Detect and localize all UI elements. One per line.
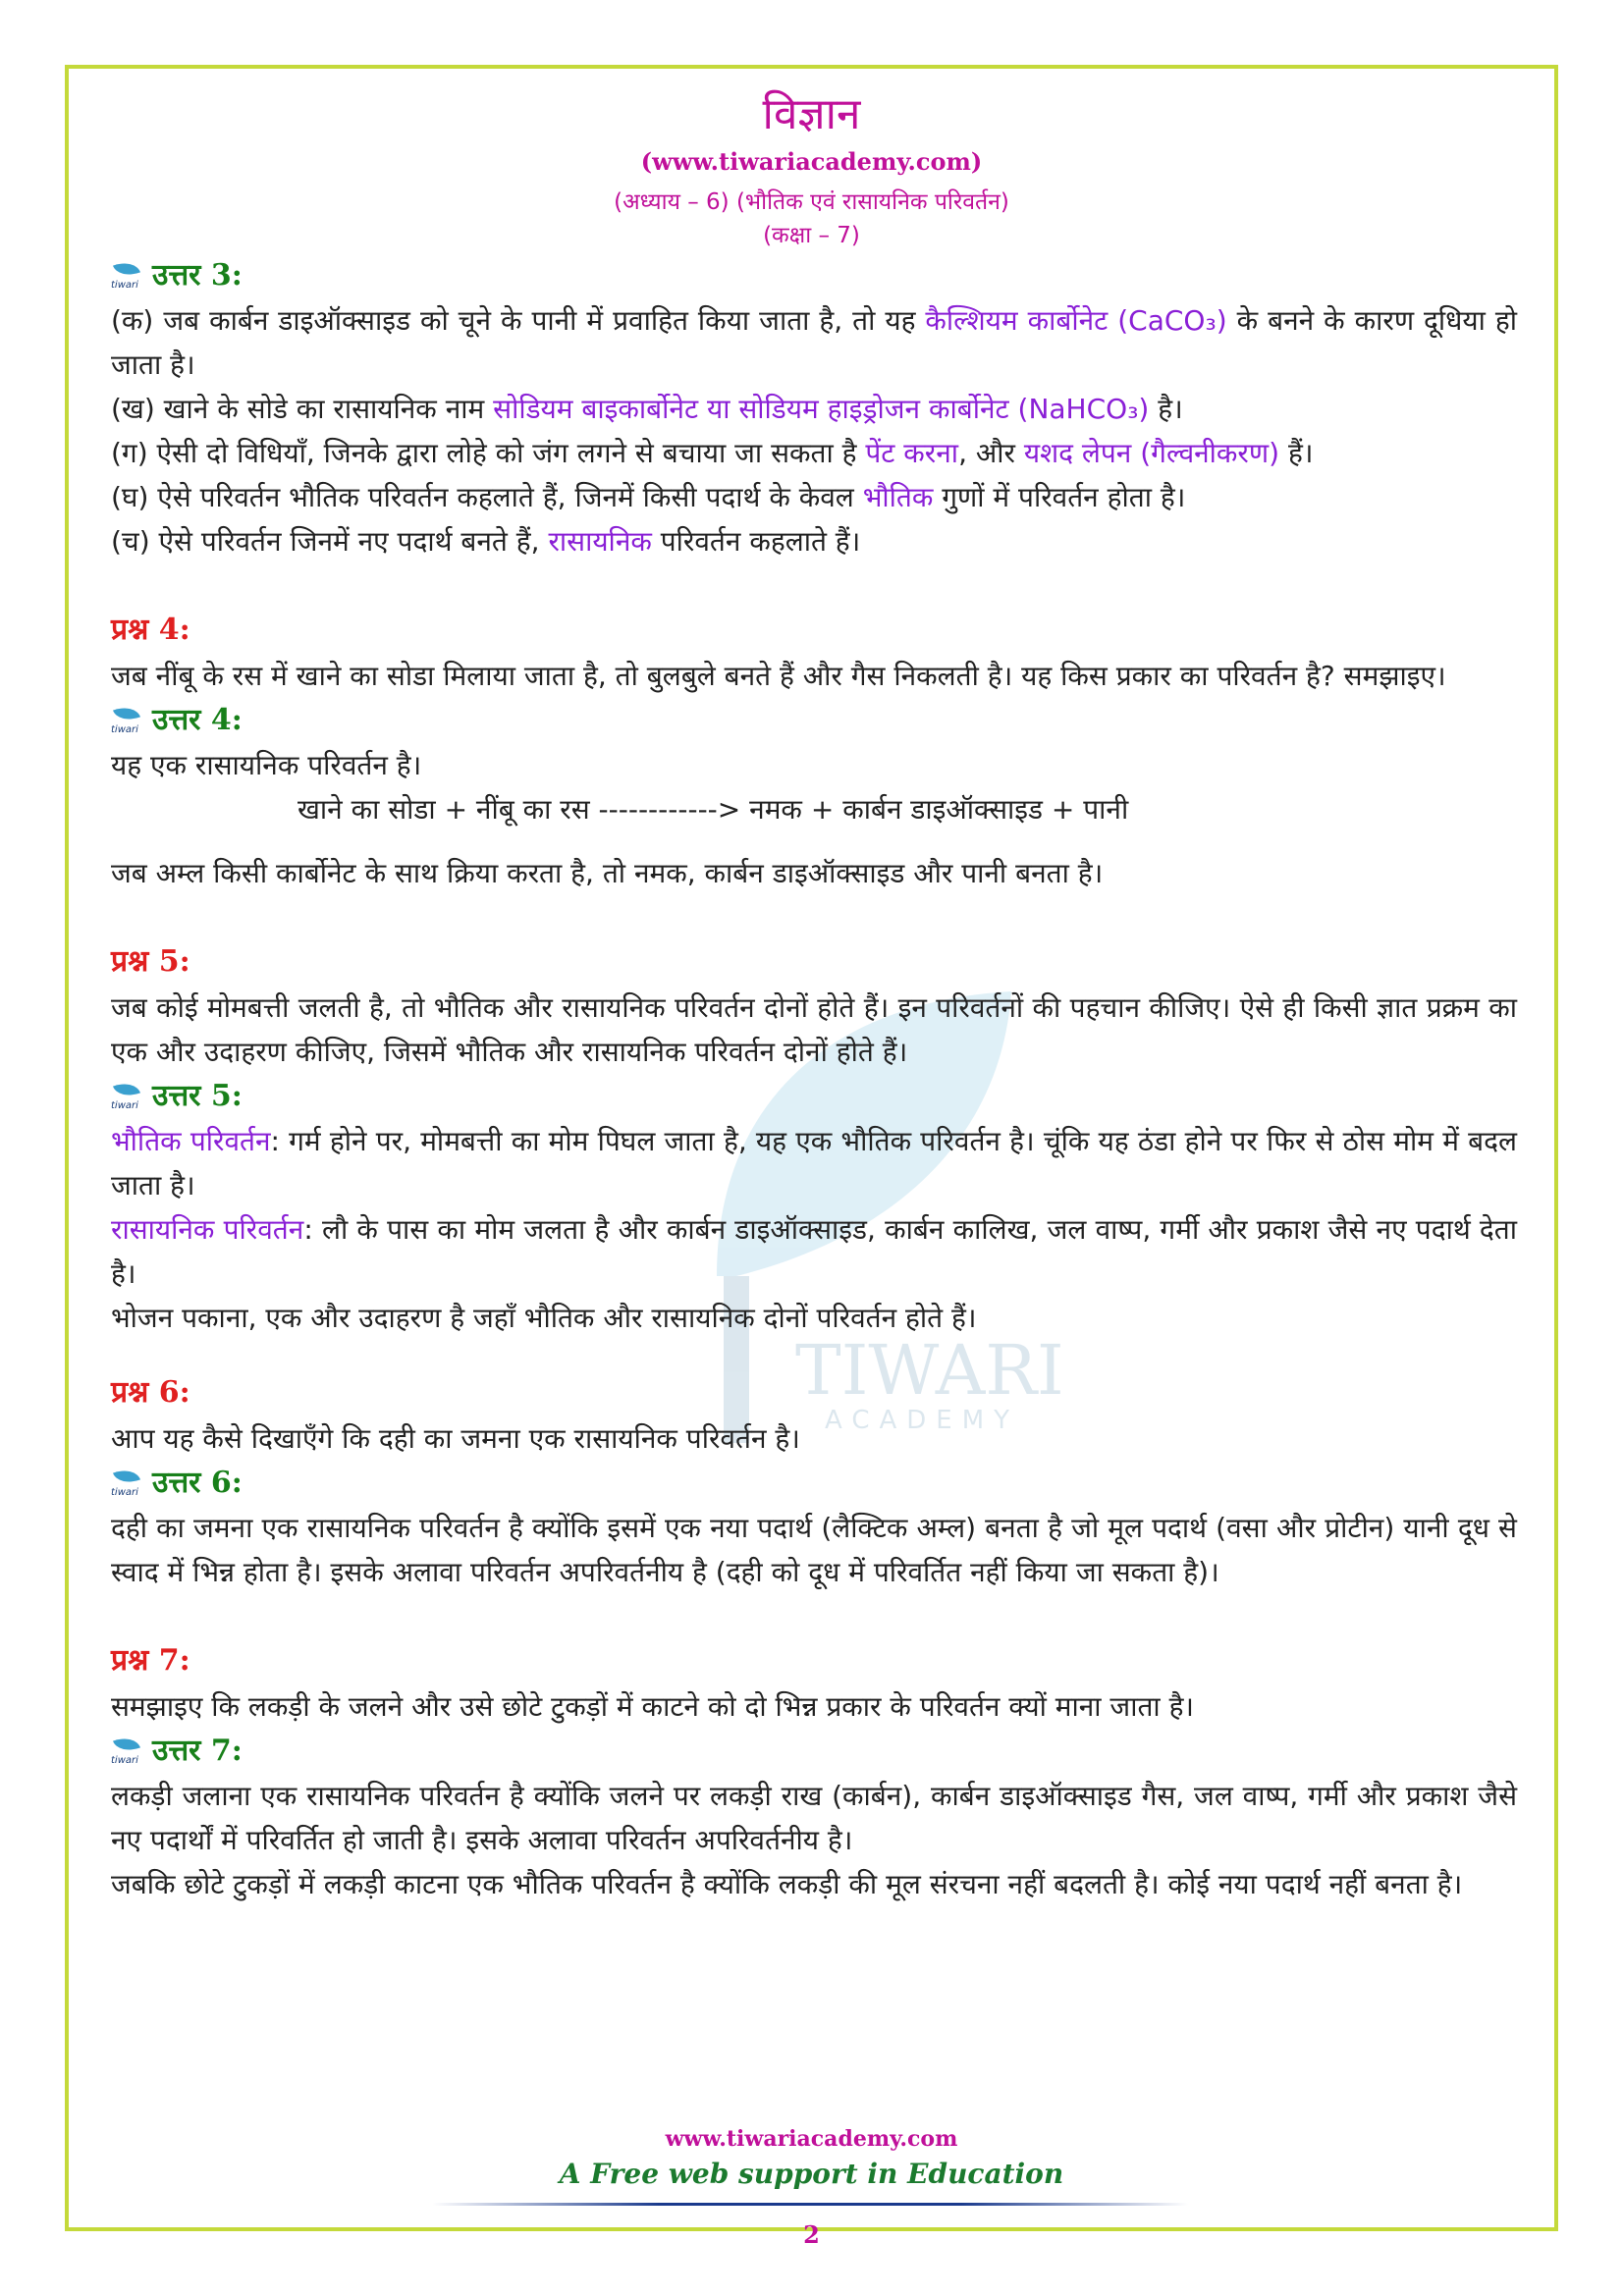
tiwari-logo-icon: tiwari	[111, 1468, 144, 1498]
chapter-title: (अध्याय – 6) (भौतिक एवं रासायनिक परिवर्तन)	[614, 189, 1009, 215]
header-website: (www.tiwariacademy.com)	[640, 147, 983, 176]
answer-5-physical: भौतिक परिवर्तन: गर्म होने पर, मोमबत्ती का मोम पिघल जाता है, यह एक भौतिक परिवर्तन है। चूंकि यह ठंडा होने पर फिर से ठोस मोम में बदल जाता है।	[111, 1125, 1517, 1201]
answer-5-chemical: रासायनिक परिवर्तन: लौ के पास का मोम जलता है और कार्बन डाइऑक्साइड, कार्बन कालिख, जल वाष्प, गर्मी और प्रकाश जैसे नए पदार्थ देता है।	[111, 1213, 1518, 1290]
question-6-heading: प्रश्न 6:	[111, 1375, 190, 1410]
main-content	[111, 253, 1517, 1906]
answer-5-heading: tiwari उत्तर 5:	[111, 1079, 243, 1113]
tiwari-logo-icon: tiwari	[111, 1082, 144, 1111]
question-4-text: जब नींबू के रस में खाने का सोडा मिलाया जाता है, तो बुलबुले बनते हैं और गैस निकलती है। यह किस प्रकार का परिवर्तन है? समझाइए।	[111, 660, 1446, 692]
answer-7-text-2: जबकि छोटे टुकड़ों में लकड़ी काटना एक भौतिक परिवर्तन है क्योंकि लकड़ी की मूल संरचना नहीं बदलती है। कोई नया पदार्थ नहीं बनता है।	[111, 1868, 1463, 1900]
answer-4-equation: खाने का सोडा + नींबू का रस ------------> नमक + कार्बन डाइऑक्साइड + पानी	[298, 793, 1129, 826]
page-number: 2	[803, 2220, 820, 2249]
answer-3-k: (क) जब कार्बन डाइऑक्साइड को चूने के पानी में प्रवाहित किया जाता है, तो यह कैल्शियम कार्बोनेट (CaCO₃) के बनने के कारण दूधिया हो जाता है।	[111, 304, 1517, 381]
answer-6-heading: tiwari उत्तर 6:	[111, 1466, 243, 1500]
class-label: (कक्षा – 7)	[763, 223, 860, 248]
answer-7-text-1: लकड़ी जलाना एक रासायनिक परिवर्तन है क्योंकि जलने पर लकड़ी राख (कार्बन), कार्बन डाइऑक्साइड गैस, जल वाष्प, गर्मी और प्रकाश जैसे नए पदार्थों में परिवर्तित हो जाती है। इसके अलावा परिवर्तन अपरिवर्तनीय है।	[111, 1780, 1517, 1856]
answer-4-heading: tiwari उत्तर 4:	[111, 703, 243, 737]
page-title: विज्ञान	[762, 89, 861, 139]
tiwari-logo-icon: tiwari	[111, 1736, 144, 1766]
question-4-heading: प्रश्न 4:	[111, 613, 190, 647]
tiwari-logo-icon: tiwari	[111, 261, 144, 291]
footer-website-link[interactable]: www.tiwariacademy.com	[665, 2126, 958, 2152]
answer-4-line1: यह एक रासायनिक परिवर्तन है।	[111, 749, 422, 781]
question-6-text: आप यह कैसे दिखाएँगे कि दही का जमना एक रासायनिक परिवर्तन है।	[111, 1422, 800, 1455]
answer-3-heading: tiwari उत्तर 3:	[111, 258, 243, 293]
footer-divider	[432, 2203, 1188, 2206]
question-5-text: जब कोई मोमबत्ती जलती है, तो भौतिक और रासायनिक परिवर्तन दोनों होते हैं। इन परिवर्तनों की पहचान कीजिए। ऐसे ही किसी ज्ञात प्रक्रम का एक और उदाहरण कीजिए, जिसमें भौतिक और रासायनिक परिवर्तन दोनों होते हैं।	[111, 991, 1517, 1068]
answer-7-heading: tiwari उत्तर 7:	[111, 1734, 243, 1768]
answer-6-text: दही का जमना एक रासायनिक परिवर्तन है क्योंकि इसमें एक नया पदार्थ (लैक्टिक अम्ल) बनता है जो मूल पदार्थ (वसा और प्रोटीन) यानी दूध से स्वाद में भिन्न होता है। इसके अलावा परिवर्तन अपरिवर्तनीय है (दही को दूध में परिवर्तित नहीं किया जा सकता है)।	[111, 1512, 1517, 1588]
answer-3-kh: (ख) खाने के सोडे का रासायनिक नाम सोडियम बाइकार्बोनेट या सोडियम हाइड्रोजन कार्बोनेट (NaHCO₃) है।	[111, 393, 1183, 425]
tiwari-logo-icon: tiwari	[111, 706, 144, 735]
footer-tagline: A Free web support in Education	[559, 2158, 1064, 2190]
answer-5-example: भोजन पकाना, एक और उदाहरण है जहाँ भौतिक और रासायनिक दोनों परिवर्तन होते हैं।	[111, 1302, 977, 1334]
answer-3-gh: (घ) ऐसे परिवर्तन भौतिक परिवर्तन कहलाते हैं, जिनमें किसी पदार्थ के केवल भौतिक गुणों में परिवर्तन होता है।	[111, 481, 1186, 513]
answer-3-g: (ग) ऐसी दो विधियाँ, जिनके द्वारा लोहे को जंग लगने से बचाया जा सकता है पेंट करना, और यशद लेपन (गैल्वनीकरण) हैं।	[111, 437, 1314, 469]
answer-4-line2: जब अम्ल किसी कार्बोनेट के साथ क्रिया करता है, तो नमक, कार्बन डाइऑक्साइड और पानी बनता है।	[111, 857, 1104, 889]
watermark-subtext: ACADEMY	[825, 1406, 1020, 1435]
question-5-heading: प्रश्न 5:	[111, 944, 190, 979]
question-7-text: समझाइए कि लकड़ी के जलने और उसे छोटे टुकड़ों में काटने को दो भिन्न प्रकार के परिवर्तन क्यों माना जाता है।	[111, 1690, 1195, 1723]
answer-3-ch: (च) ऐसे परिवर्तन जिनमें नए पदार्थ बनते हैं, रासायनिक परिवर्तन कहलाते हैं।	[111, 525, 861, 558]
question-7-heading: प्रश्न 7:	[111, 1643, 190, 1678]
watermark-text: TIWARI	[795, 1330, 1064, 1411]
